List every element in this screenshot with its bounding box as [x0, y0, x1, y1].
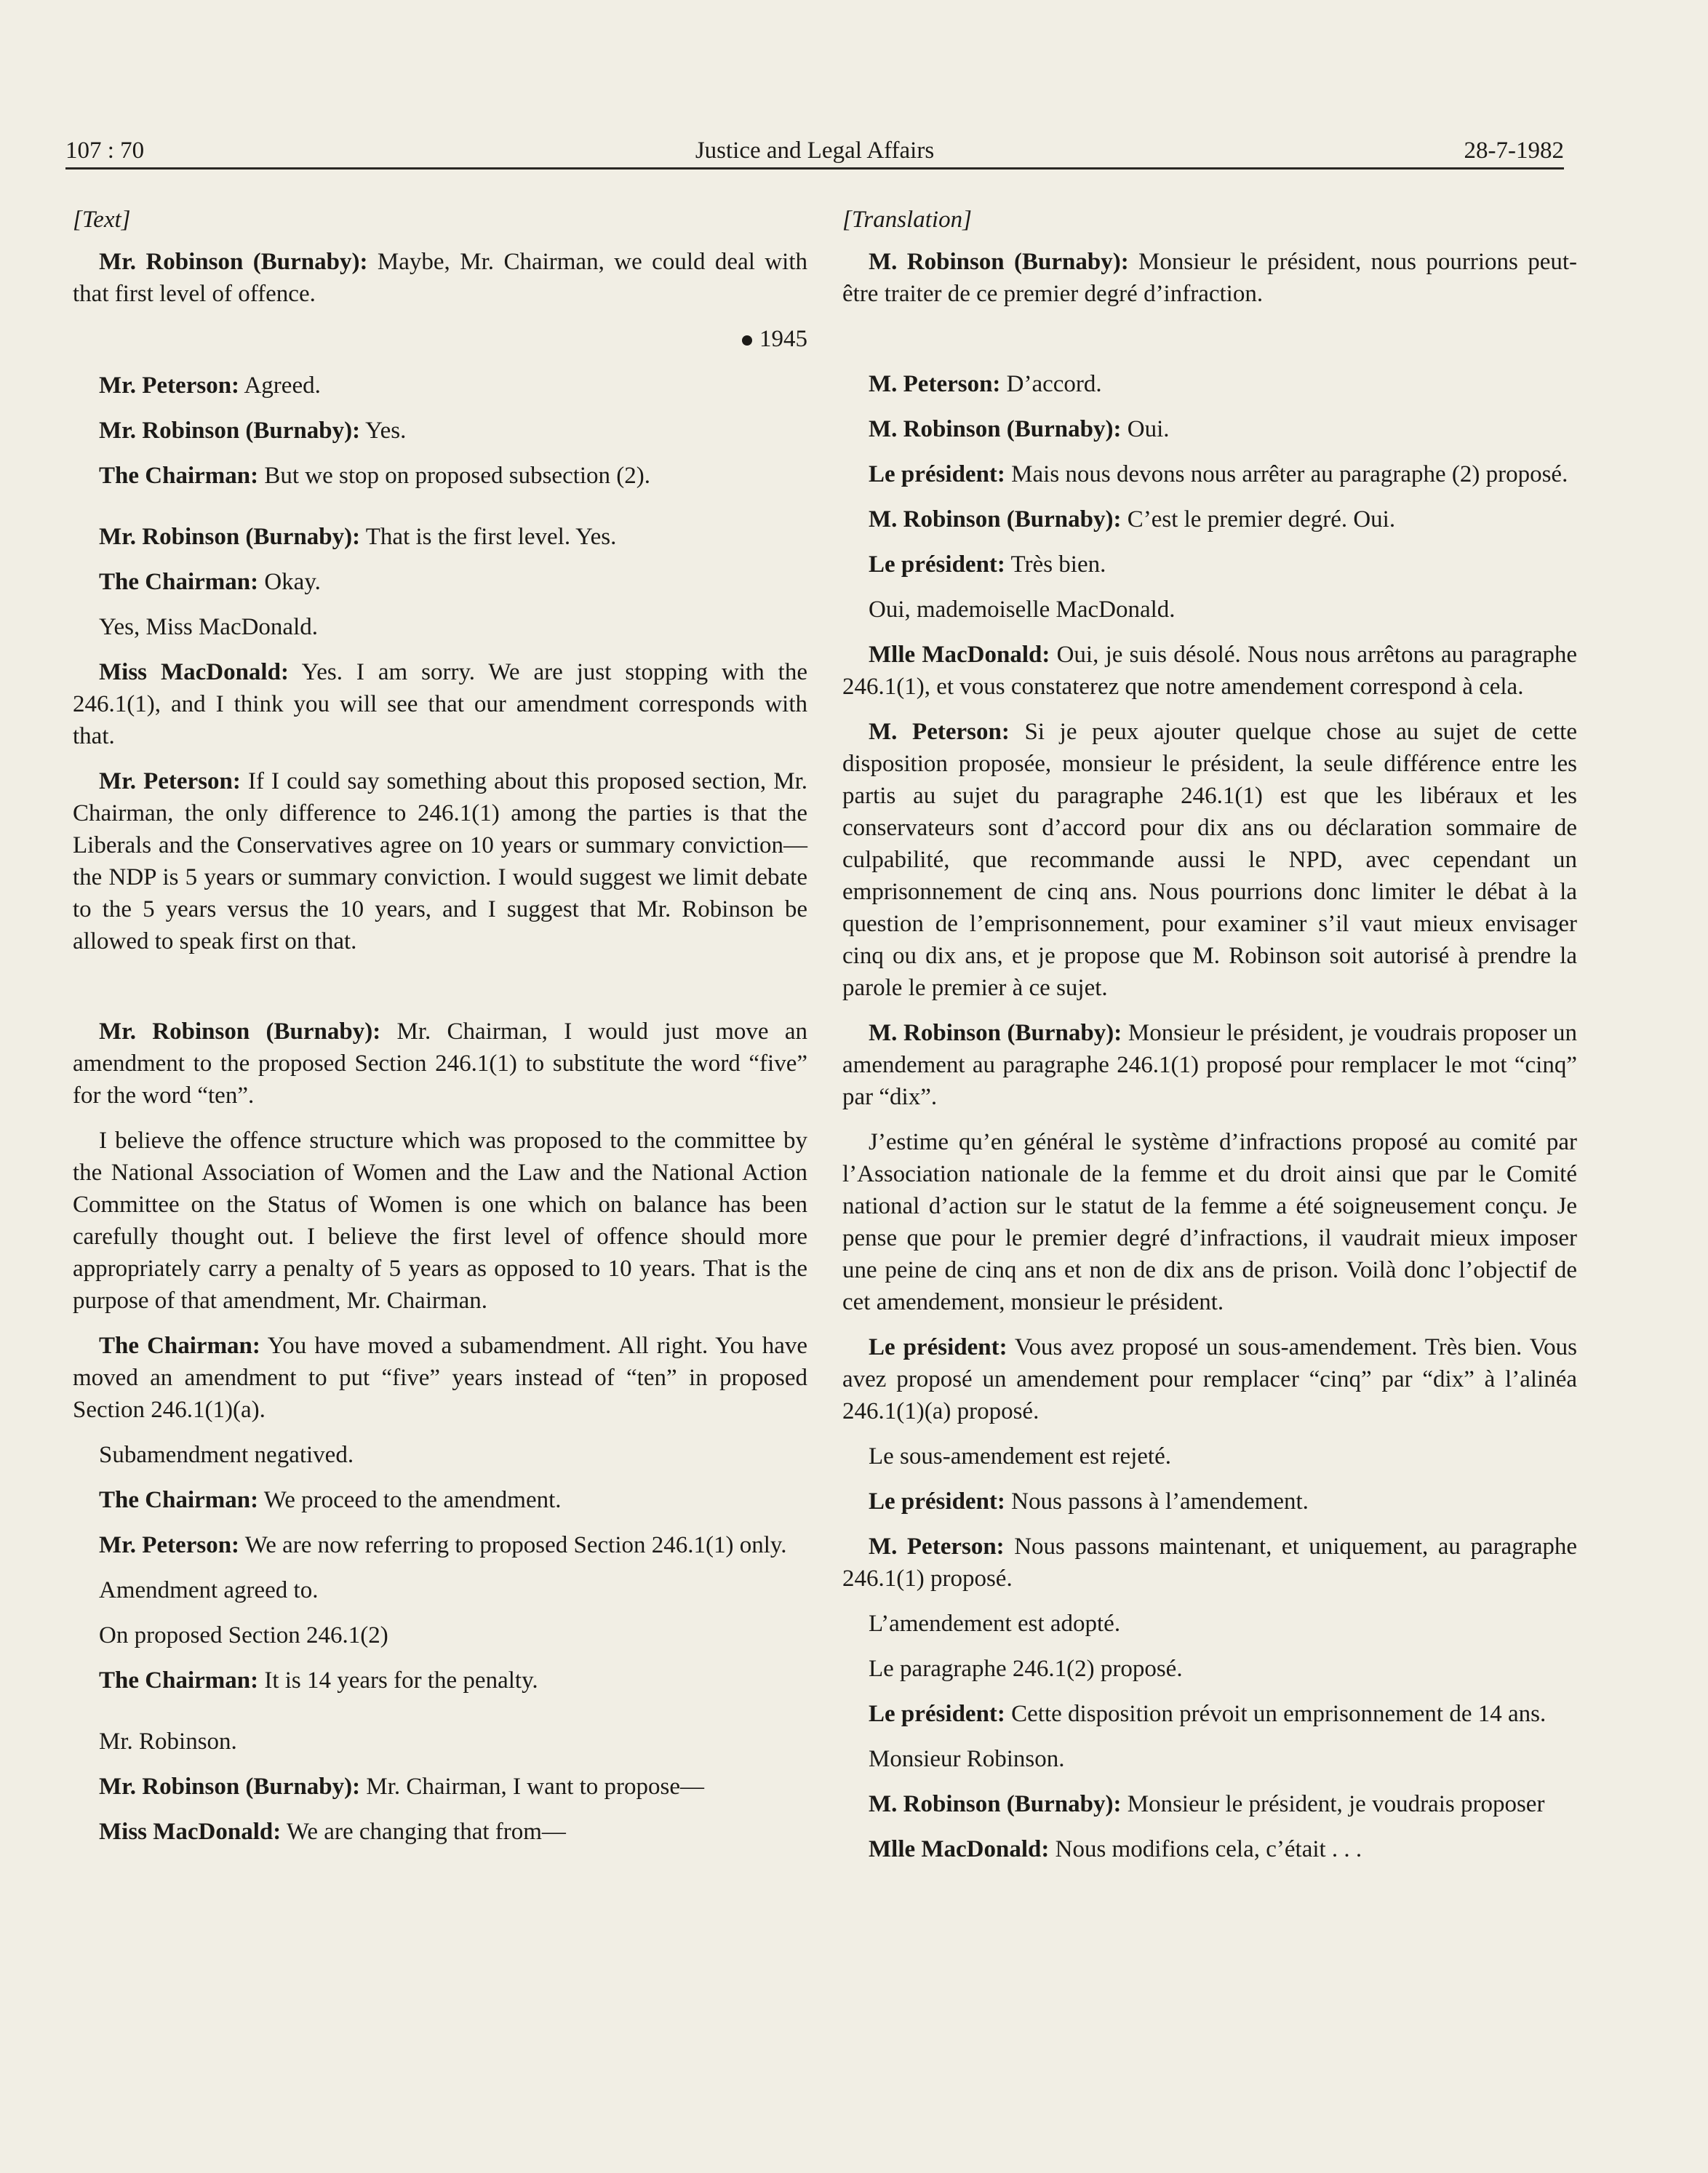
column-label: [Text]: [73, 207, 131, 233]
speaker: Le président:: [869, 461, 1005, 487]
paragraph: The Chairman: But we stop on proposed subsection (2).: [99, 463, 651, 489]
paragraph: M. Robinson (Burnaby): Oui.: [869, 416, 1170, 442]
paragraph: Mr. Peterson: Agreed.: [99, 372, 321, 399]
paragraph: Mlle MacDonald: Oui, je suis désolé. Nous nous arrêtons au paragraphe 246.1(1), et vous constaterez que notre amendement correspond à cela.: [842, 642, 1577, 700]
speaker: Le président:: [869, 1488, 1005, 1515]
paragraph: I believe the offence structure which was proposed to the committee by the National Association of Women and the Law and the National Action Committee on the Status of Women is one which on balance has been carefully thought out. I believe the first level of offence should more appropriately carry a penalty of 5 years as opposed to 10 years. That is the purpose of that amendment, Mr. Chairman.: [73, 1128, 807, 1314]
speaker: The Chairman:: [99, 463, 259, 489]
speaker: Mr. Peterson:: [99, 768, 241, 794]
paragraph: Mr. Robinson (Burnaby): That is the first level. Yes.: [99, 524, 617, 550]
paragraph: Oui, mademoiselle MacDonald.: [869, 597, 1176, 623]
speaker: Mr. Robinson (Burnaby):: [99, 249, 368, 275]
paragraph: Mr. Robinson (Burnaby): Mr. Chairman, I would just move an amendment to the proposed Section 246.1(1) to substitute the word “five” for the word “ten”.: [73, 1018, 807, 1109]
journal-title: Justice and Legal Affairs: [695, 137, 935, 164]
speaker: Mr. Peterson:: [99, 1532, 240, 1558]
paragraph: M. Robinson (Burnaby): Monsieur le président, je voudrais proposer un amendement au paragraphe 246.1(1) proposé pour remplacer le mot “cinq” par “dix”.: [842, 1020, 1578, 1110]
paragraph: M. Robinson (Burnaby): Monsieur le président, je voudrais proposer: [869, 1791, 1545, 1817]
paragraph: M. Peterson: D’accord.: [869, 371, 1102, 397]
paragraph: Le sous-amendement est rejeté.: [869, 1443, 1171, 1470]
paragraph: M. Peterson: Nous passons maintenant, et uniquement, au paragraphe 246.1(1) proposé.: [842, 1534, 1578, 1592]
speaker: M. Robinson (Burnaby):: [869, 416, 1122, 442]
speaker: Le président:: [869, 551, 1005, 578]
paragraph: M. Peterson: Si je peux ajouter quelque chose au sujet de cette disposition proposée, monsieur le président, la seule différence entre les partis au sujet du paragraphe 246.1(1) est que les libéraux et les conservateurs sont d’accord pour dix ans ou déclaration sommaire de culpabilité, que recommande aussi le NPD, avec cependant un emprisonnement de cinq ans. Nous pourrions donc limiter le débat à la question de l’emprisonnement, pour examiner s’il vaut mieux envisager cinq ou dix ans, et je propose que M. Robinson soit autorisé à prendre la parole le premier à ce sujet.: [842, 719, 1577, 1001]
speaker: Mlle MacDonald:: [869, 1836, 1050, 1862]
speaker: The Chairman:: [99, 1333, 260, 1359]
paragraph: Miss MacDonald: We are changing that from—: [99, 1819, 566, 1845]
header-date: 28-7-1982: [1464, 137, 1564, 164]
time-marker: 1945: [73, 323, 807, 355]
paragraph: Subamendment negatived.: [99, 1442, 354, 1468]
speaker: Mr. Robinson (Burnaby):: [99, 1774, 361, 1800]
french-column: [842, 204, 1577, 1878]
running-header: [65, 124, 1564, 170]
paragraph: Le président: Nous passons à l’amendement.: [869, 1488, 1309, 1515]
paragraph: Mr. Robinson (Burnaby): Yes.: [99, 418, 407, 444]
speaker: Mr. Robinson (Burnaby):: [99, 1018, 381, 1045]
paragraph: L’amendement est adopté.: [869, 1611, 1121, 1637]
speaker: Mr. Peterson:: [99, 372, 240, 399]
speaker: M. Robinson (Burnaby):: [869, 1791, 1122, 1817]
speaker: M. Peterson:: [869, 371, 1001, 397]
speaker: M. Robinson (Burnaby):: [869, 1020, 1122, 1046]
paragraph: Miss MacDonald: Yes. I am sorry. We are just stopping with the 246.1(1), and I think you will see that our amendment corresponds with that.: [73, 659, 807, 749]
speaker: M. Peterson:: [869, 1534, 1005, 1560]
paragraph: Mr. Robinson (Burnaby): Maybe, Mr. Chairman, we could deal with that first level of offence.: [73, 249, 807, 307]
english-column: [73, 204, 807, 1861]
speaker: M. Robinson (Burnaby):: [869, 506, 1122, 533]
paragraph: Le président: Mais nous devons nous arrêter au paragraphe (2) proposé.: [869, 461, 1568, 487]
paragraph: Le président: Cette disposition prévoit un emprisonnement de 14 ans.: [869, 1701, 1547, 1727]
speaker: Miss MacDonald:: [99, 659, 289, 685]
speaker: The Chairman:: [99, 569, 259, 595]
paragraph: M. Robinson (Burnaby): C’est le premier degré. Oui.: [869, 506, 1396, 533]
speaker: M. Robinson (Burnaby):: [869, 249, 1129, 275]
paragraph: On proposed Section 246.1(2): [99, 1622, 388, 1648]
speaker: Le président:: [869, 1701, 1005, 1727]
speaker: Mr. Robinson (Burnaby):: [99, 524, 361, 550]
paragraph: The Chairman: You have moved a subamendment. All right. You have moved an amendment to put “five” years instead of “ten” in proposed Section 246.1(1)(a).: [73, 1333, 808, 1423]
paragraph: Le président: Vous avez proposé un sous-amendement. Très bien. Vous avez proposé un amendement pour remplacer “cinq” par “dix” à l’alinéa 246.1(1)(a) proposé.: [842, 1334, 1577, 1424]
paragraph: Mr. Peterson: We are now referring to proposed Section 246.1(1) only.: [99, 1532, 787, 1558]
paragraph: Le paragraphe 246.1(2) proposé.: [869, 1656, 1183, 1682]
speaker: M. Peterson:: [869, 719, 1010, 745]
column-label: [Translation]: [842, 207, 972, 233]
speaker: Mr. Robinson (Burnaby):: [99, 418, 361, 444]
paragraph: M. Robinson (Burnaby): Monsieur le président, nous pourrions peut-être traiter de ce premier degré d’infraction.: [842, 249, 1578, 307]
paragraph: Mr. Robinson (Burnaby): Mr. Chairman, I want to propose—: [99, 1774, 705, 1800]
page-number: 107 : 70: [65, 137, 145, 164]
speaker: Miss MacDonald:: [99, 1819, 282, 1845]
paragraph: Mr. Peterson: If I could say something about this proposed section, Mr. Chairman, the only difference to 246.1(1) among the parties is that the Liberals and the Conservatives agree on 10 years or summary conviction—the NDP is 5 years or summary conviction. I would suggest we limit debate to the 5 years versus the 10 years, and I suggest that Mr. Robinson be allowed to speak first on that.: [73, 768, 807, 954]
paragraph: The Chairman: Okay.: [99, 569, 321, 595]
bullet-icon: [742, 335, 752, 346]
speaker: Mlle MacDonald:: [869, 642, 1050, 668]
speaker: The Chairman:: [99, 1667, 259, 1694]
paragraph: The Chairman: It is 14 years for the penalty.: [99, 1667, 538, 1694]
speaker: Le président:: [869, 1334, 1007, 1360]
paragraph: Mr. Robinson.: [99, 1729, 237, 1755]
paragraph: Yes, Miss MacDonald.: [99, 614, 318, 640]
paragraph: J’estime qu’en général le système d’infractions proposé au comité par l’Association nationale de la femme et du droit ainsi que par le Comité national d’action sur le statut de la femme a été soigneusement conçu. Je pense que pour le premier degré d’infractions, il vaudrait mieux imposer une peine de cinq ans et non de dix ans de prison. Voilà donc l’objectif de cet amendement, monsieur le président.: [842, 1129, 1577, 1315]
paragraph: Monsieur Robinson.: [869, 1746, 1065, 1772]
paragraph: Le président: Très bien.: [869, 551, 1106, 578]
paragraph: The Chairman: We proceed to the amendment.: [99, 1487, 562, 1513]
paragraph: Mlle MacDonald: Nous modifions cela, c’était . . .: [869, 1836, 1362, 1862]
paragraph: Amendment agreed to.: [99, 1577, 319, 1603]
speaker: The Chairman:: [99, 1487, 259, 1513]
